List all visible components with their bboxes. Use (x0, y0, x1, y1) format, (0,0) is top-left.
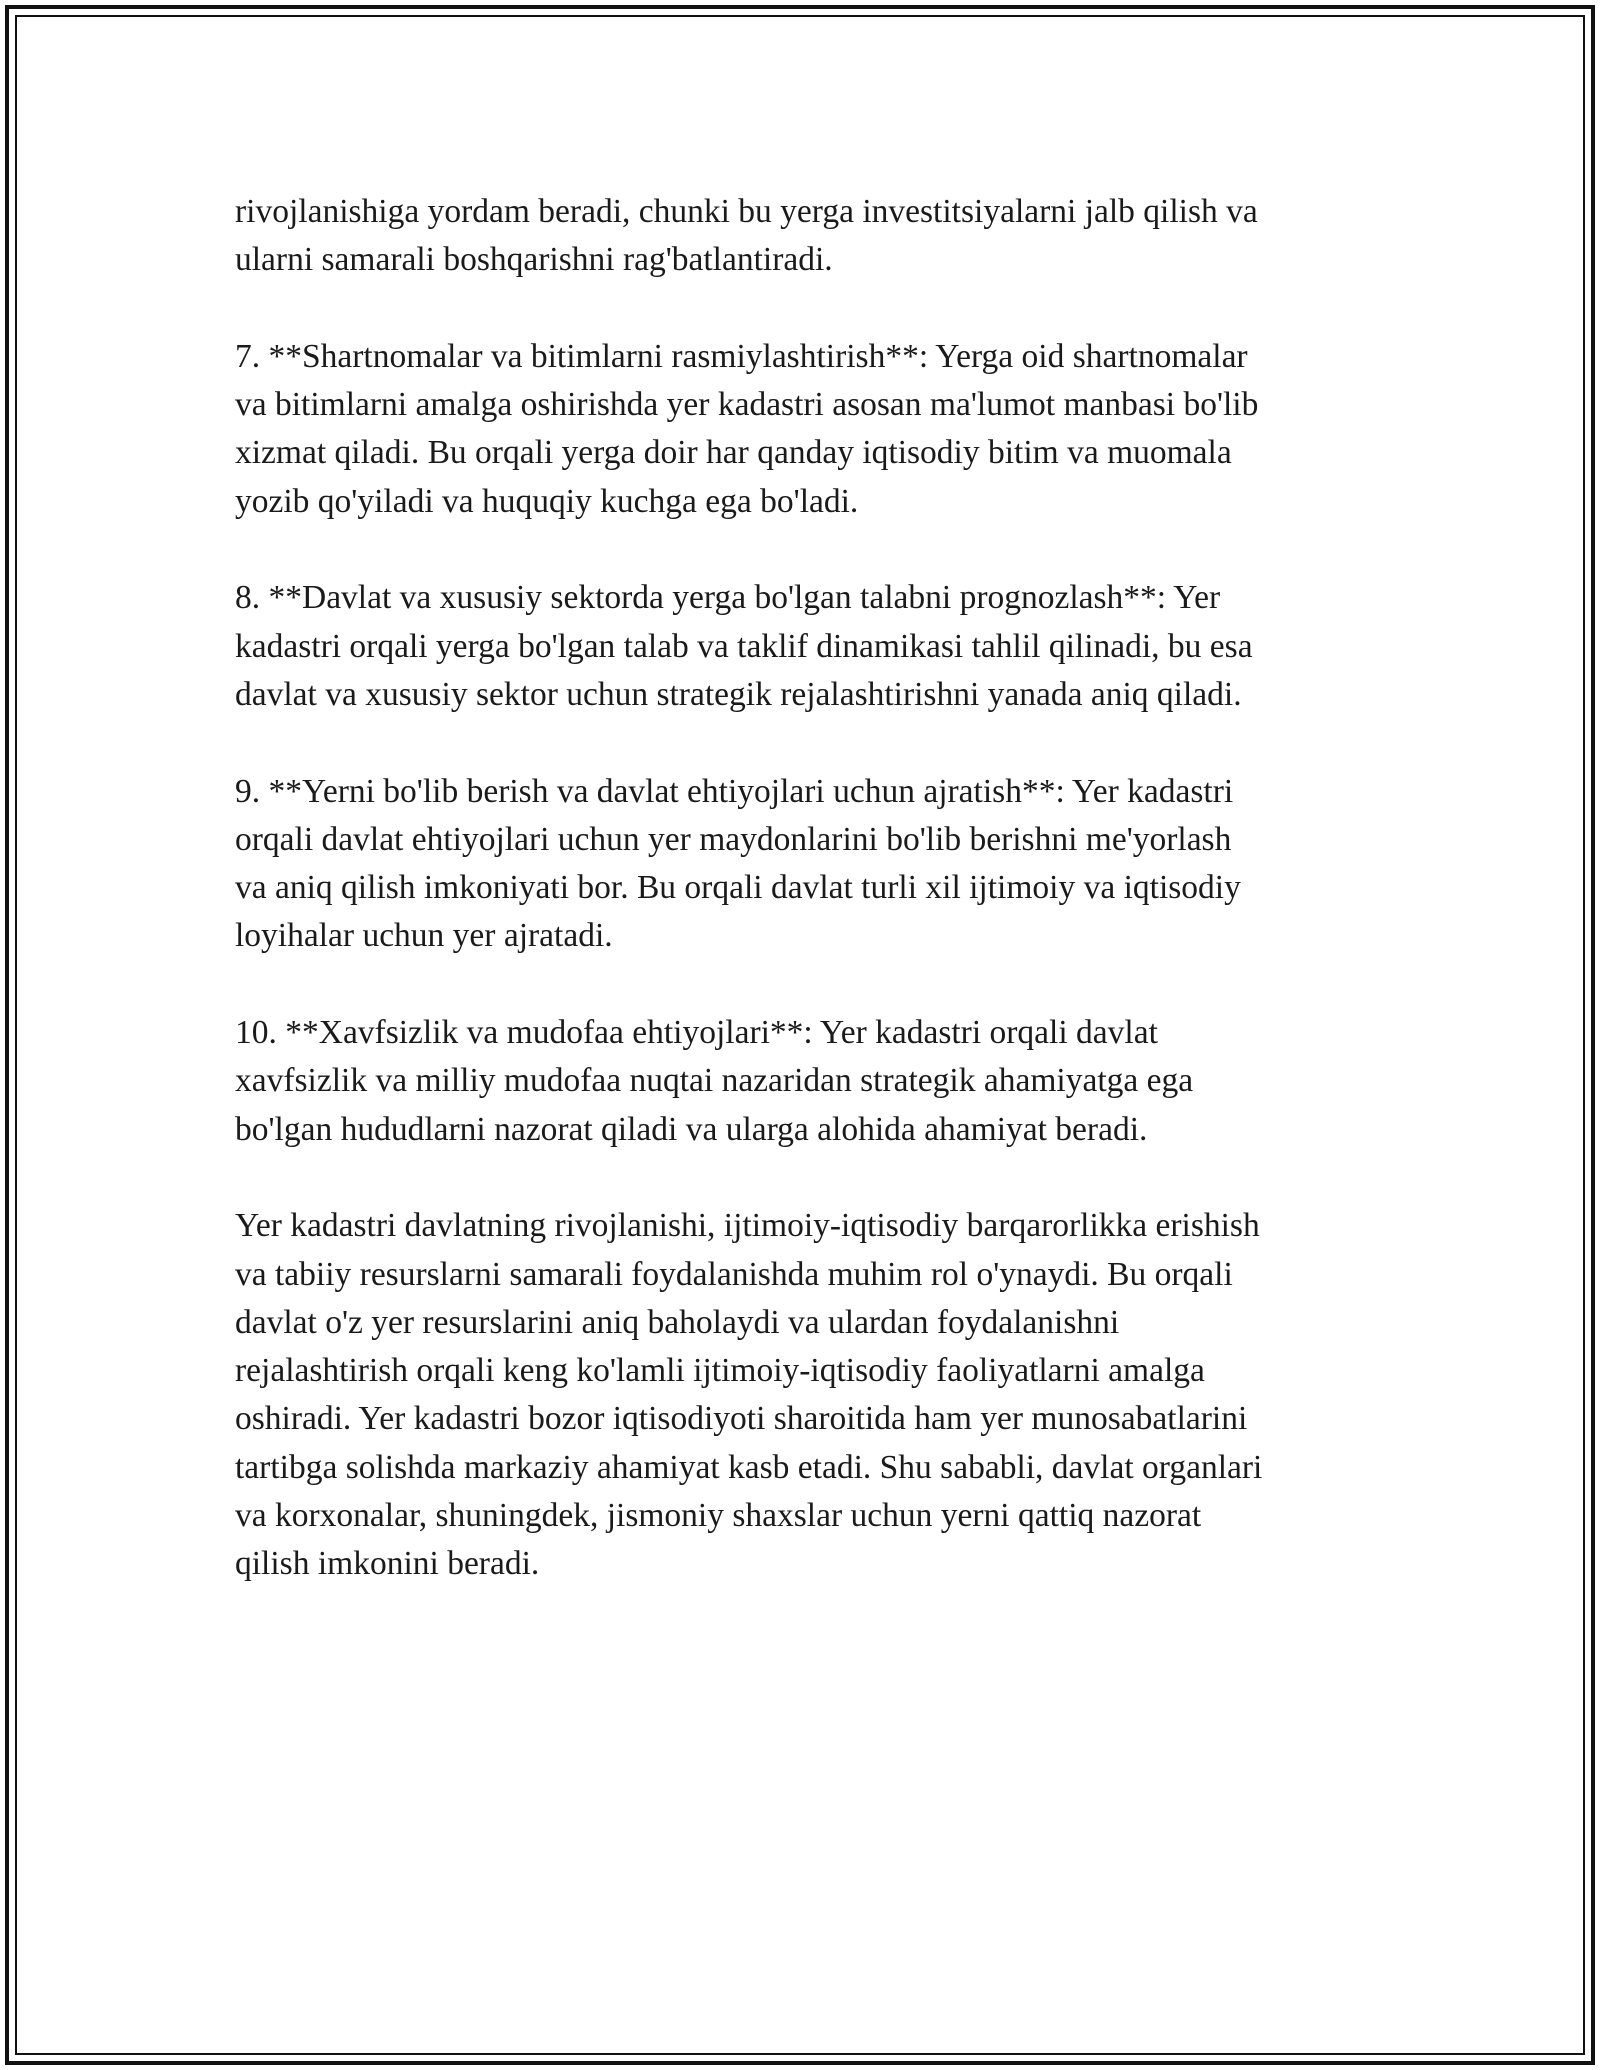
paragraph-conclusion: Yer kadastri davlatning rivojlanishi, ijtimoiy-iqtisodiy barqarorlikka erishish va tabiiy resurslarni samarali foydalanishda muhim rol o'ynaydi. Bu orqali davlat o'z yer resurslarini aniq baholaydi va ulardan foydalanishni rejalashtirish orqali keng ko'lamli ijtimoiy-iqtisodiy faoliyatlarni amalga oshiradi. Yer kadastri bozor iqtisodiyoti sharoitida ham yer munosabatlarini tartibga solishda markaziy ahamiyat kasb etadi. Shu sababli, davlat organlari va korxonalar, shuningdek, jismoniy shaxslar uchun yerni qattiq nazorat qilish imkonini beradi. (235, 1207, 1263, 1583)
document-body (235, 188, 1370, 1637)
paragraph-continuation: rivojlanishiga yordam beradi, chunki bu yerga investitsiyalarni jalb qilish va ularni samarali boshqarishni rag'batlantiradi. (235, 193, 1258, 279)
paragraph-item-8: 8. **Davlat va xususiy sektorda yerga bo'lgan talabni prognozlash**: Yer kadastri orqali yerga bo'lgan talab va taklif dinamikasi tahlil qilinadi, bu esa davlat va xususiy sektor uchun strategik rejalashtirishni yanada aniq qiladi. (235, 579, 1253, 713)
paragraph-item-9: 9. **Yerni bo'lib berish va davlat ehtiyojlari uchun ajratish**: Yer kadastri orqali davlat ehtiyojlari uchun yer maydonlarini bo'lib berishni me'yorlash va aniq qilish imkoniyati bor. Bu orqali davlat turli xil ijtimoiy va iqtisodiy loyihalar uchun yer ajratadi. (235, 772, 1241, 955)
paragraph-item-7: 7. **Shartnomalar va bitimlarni rasmiylashtirish**: Yerga oid shartnomalar va bitimlarni amalga oshirishda yer kadastri asosan ma'lumot manbasi bo'lib xizmat qiladi. Bu orqali yerga doir har qanday iqtisodiy bitim va muomala yozib qo'yiladi va huquqiy kuchga ega bo'ladi. (235, 337, 1259, 520)
paragraph-item-10: 10. **Xavfsizlik va mudofaa ehtiyojlari**: Yer kadastri orqali davlat xavfsizlik va milliy mudofaa nuqtai nazaridan strategik ahamiyatga ega bo'lgan hududlarni nazorat qiladi va ularga alohida ahamiyat beradi. (235, 1014, 1194, 1148)
